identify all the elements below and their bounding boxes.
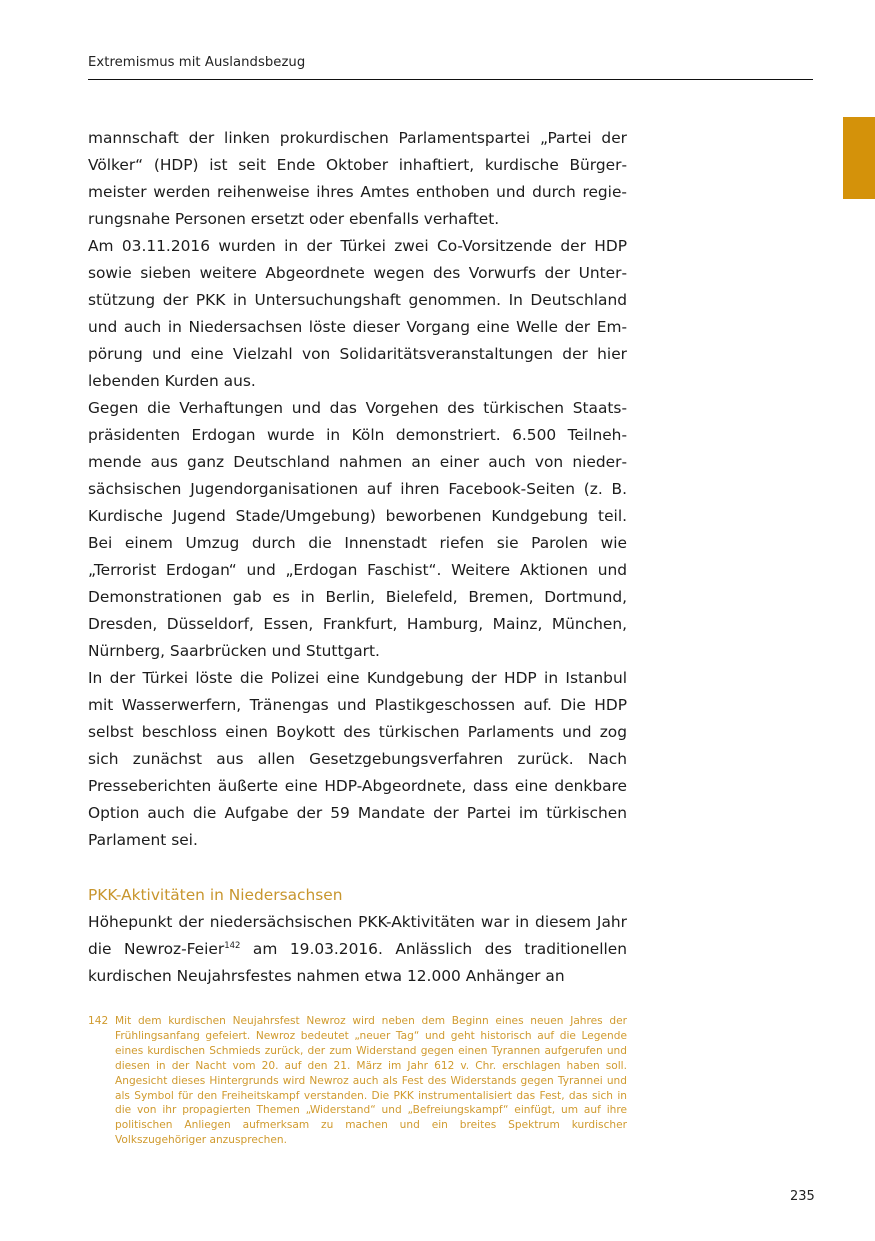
paragraph-text: am 19.03.2016. Anlässlich des traditionellen kurdischen Neujahrsfestes nahmen etwa 12.000 Anhänger an	[88, 940, 627, 985]
body-paragraph: Am 03.11.2016 wurden in der Türkei zwei Co-Vorsitzende der HDP sowie sieben weitere Abgeordnete wegen des Vorwurfs der Unterstützung der PKK in Untersuchungshaft genommen. In Deutschland und auch in Niedersachsen löste dieser Vorgang eine Welle der Empörung und eine Vielzahl von Solidaritätsveranstaltungen der hier lebenden Kurden aus.	[88, 237, 627, 390]
chapter-thumb-tab	[843, 117, 875, 199]
footnote-text: Mit dem kurdischen Neujahrsfest Newroz wird neben dem Beginn eines neuen Jahres der Frühlingsanfang gefeiert. Newroz bedeutet „neuer Tag“ und geht historisch auf die Legende eines kurdischen Schmieds zurück, der zum Widerstand gegen einen Tyrannen aufgerufen und diesen in der Nacht vom 20. auf den 21. März im Jahr 612 v. Chr. erschlagen haben soll. Angesicht dieses Hintergrunds wird Newroz auch als Fest des Widerstands gegen Tyrannei und als Symbol für den Freiheitskampf verstanden. Die PKK instrumentalisiert das Fest, das sich in die von ihr propagierten Themen „Widerstand“ und „Befreiungskampf“ einfügt, um auf ihre politischen Anliegen aufmerksam zu machen und ein breites Spektrum kurdischer Volkszugehöriger anzusprechen.	[115, 1015, 627, 1147]
main-body-text	[88, 125, 627, 854]
body-paragraph: In der Türkei löste die Polizei eine Kundgebung der HDP in Istanbul mit Wasserwerfern, Tränengas und Plastikgeschossen auf. Die HDP selbst beschloss einen Boykott des türkischen Parlaments und zog sich zunächst aus allen Gesetzgebungsverfahren zurück. Nach Presseberichten äußerte eine HDP-Abgeordnete, dass eine denkbare Option auch die Aufgabe der 59 Mandate der Partei im türkischen Parlament sei.	[88, 669, 627, 849]
paragraph-text: Höhepunkt der niedersächsischen PKK-Aktivitäten war in diesem Jahr die Newroz-Feier	[88, 913, 627, 958]
footnote-reference-link[interactable]: 142	[224, 941, 241, 951]
header-rule-divider	[88, 79, 813, 80]
section-body-text	[88, 909, 627, 990]
footnote-number: 142	[88, 1015, 109, 1027]
page-number: 235	[790, 1189, 815, 1204]
body-paragraph	[88, 909, 627, 990]
footnote	[88, 1014, 627, 1148]
running-head-title: Extremismus mit Auslandsbezug	[88, 55, 306, 70]
body-paragraph: Gegen die Verhaftungen und das Vorgehen des türkischen Staatspräsidenten Erdogan wurde in Köln demonstriert. 6.500 Teilnehmende aus ganz Deutschland nahmen an einer auch von niedersächsischen Jugendorganisationen auf ihren Facebook-Seiten (z. B. Kurdische Jugend Stade/Umgebung) beworbenen Kundgebung teil. Bei einem Umzug durch die Innenstadt riefen sie Parolen wie „Terrorist Erdogan“ und „Erdogan Faschist“. Weitere Aktionen und Demonstrationen gab es in Berlin, Bielefeld, Bremen, Dortmund, Dresden, Düsseldorf, Essen, Frankfurt, Hamburg, Mainz, München, Nürnberg, Saarbrücken und Stuttgart.	[88, 399, 627, 660]
section-heading: PKK-Aktivitäten in Niedersachsen	[88, 886, 343, 904]
body-paragraph: mannschaft der linken prokurdischen Parlamentspartei „Partei der Völker“ (HDP) ist seit Ende Oktober inhaftiert, kurdische Bürgermeister werden reihenweise ihres Amtes enthoben und durch regierungsnahe Personen ersetzt oder ebenfalls verhaftet.	[88, 129, 627, 228]
